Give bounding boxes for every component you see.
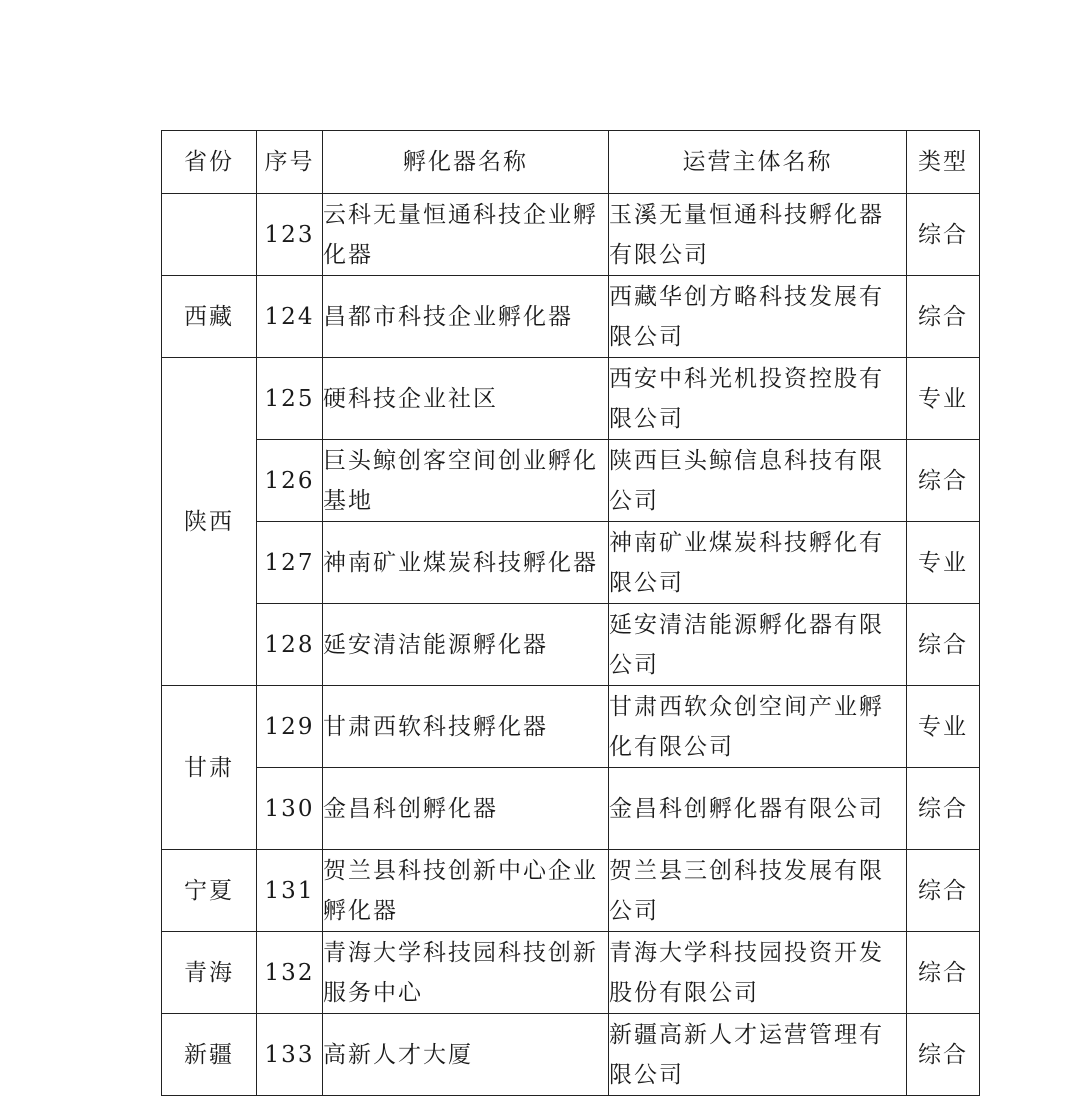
header-row [162,131,980,194]
table-row [162,604,980,686]
operator-name-cell: 青海大学科技园投资开发股份有限公司 [609,932,907,1014]
operator-name-cell: 新疆高新人才运营管理有限公司 [609,1014,907,1096]
incubator-name-cell: 云科无量恒通科技企业孵化器 [323,194,609,276]
type-cell: 综合 [907,276,980,358]
province-cell: 甘肃 [162,686,257,850]
type-cell: 综合 [907,768,980,850]
operator-name-cell: 玉溪无量恒通科技孵化器有限公司 [609,194,907,276]
operator-name-cell: 延安清洁能源孵化器有限公司 [609,604,907,686]
header-type: 类型 [907,131,980,194]
province-cell: 陕西 [162,358,257,686]
incubator-name-cell: 延安清洁能源孵化器 [323,604,609,686]
table-row [162,194,980,276]
number-cell: 132 [257,932,323,1014]
province-cell: 宁夏 [162,850,257,932]
table-row [162,276,980,358]
incubator-name-cell: 昌都市科技企业孵化器 [323,276,609,358]
incubator-table [161,130,980,1096]
operator-name-cell: 西安中科光机投资控股有限公司 [609,358,907,440]
number-cell: 123 [257,194,323,276]
table-row [162,850,980,932]
type-cell: 综合 [907,932,980,1014]
operator-name-cell: 神南矿业煤炭科技孵化有限公司 [609,522,907,604]
header-number: 序号 [257,131,323,194]
table-row [162,932,980,1014]
incubator-name-cell: 贺兰县科技创新中心企业孵化器 [323,850,609,932]
type-cell: 综合 [907,1014,980,1096]
number-cell: 130 [257,768,323,850]
operator-name-cell: 西藏华创方略科技发展有限公司 [609,276,907,358]
number-cell: 133 [257,1014,323,1096]
incubator-name-cell: 硬科技企业社区 [323,358,609,440]
incubator-name-cell: 巨头鲸创客空间创业孵化基地 [323,440,609,522]
type-cell: 综合 [907,194,980,276]
number-cell: 129 [257,686,323,768]
operator-name-cell: 陕西巨头鲸信息科技有限公司 [609,440,907,522]
type-cell: 综合 [907,604,980,686]
header-operator-name: 运营主体名称 [609,131,907,194]
incubator-name-cell: 金昌科创孵化器 [323,768,609,850]
table-row [162,768,980,850]
number-cell: 124 [257,276,323,358]
province-cell: 新疆 [162,1014,257,1096]
province-cell [162,194,257,276]
incubator-name-cell: 甘肃西软科技孵化器 [323,686,609,768]
operator-name-cell: 金昌科创孵化器有限公司 [609,768,907,850]
table-row [162,358,980,440]
type-cell: 专业 [907,358,980,440]
number-cell: 128 [257,604,323,686]
number-cell: 131 [257,850,323,932]
type-cell: 综合 [907,850,980,932]
number-cell: 127 [257,522,323,604]
table-row [162,522,980,604]
type-cell: 专业 [907,686,980,768]
province-cell: 西藏 [162,276,257,358]
table-row [162,1014,980,1096]
header-incubator-name: 孵化器名称 [323,131,609,194]
number-cell: 125 [257,358,323,440]
type-cell: 专业 [907,522,980,604]
type-cell: 综合 [907,440,980,522]
incubator-name-cell: 高新人才大厦 [323,1014,609,1096]
incubator-name-cell: 神南矿业煤炭科技孵化器 [323,522,609,604]
table-row [162,440,980,522]
header-province: 省份 [162,131,257,194]
number-cell: 126 [257,440,323,522]
table-row [162,686,980,768]
incubator-name-cell: 青海大学科技园科技创新服务中心 [323,932,609,1014]
province-cell: 青海 [162,932,257,1014]
operator-name-cell: 贺兰县三创科技发展有限公司 [609,850,907,932]
operator-name-cell: 甘肃西软众创空间产业孵化有限公司 [609,686,907,768]
